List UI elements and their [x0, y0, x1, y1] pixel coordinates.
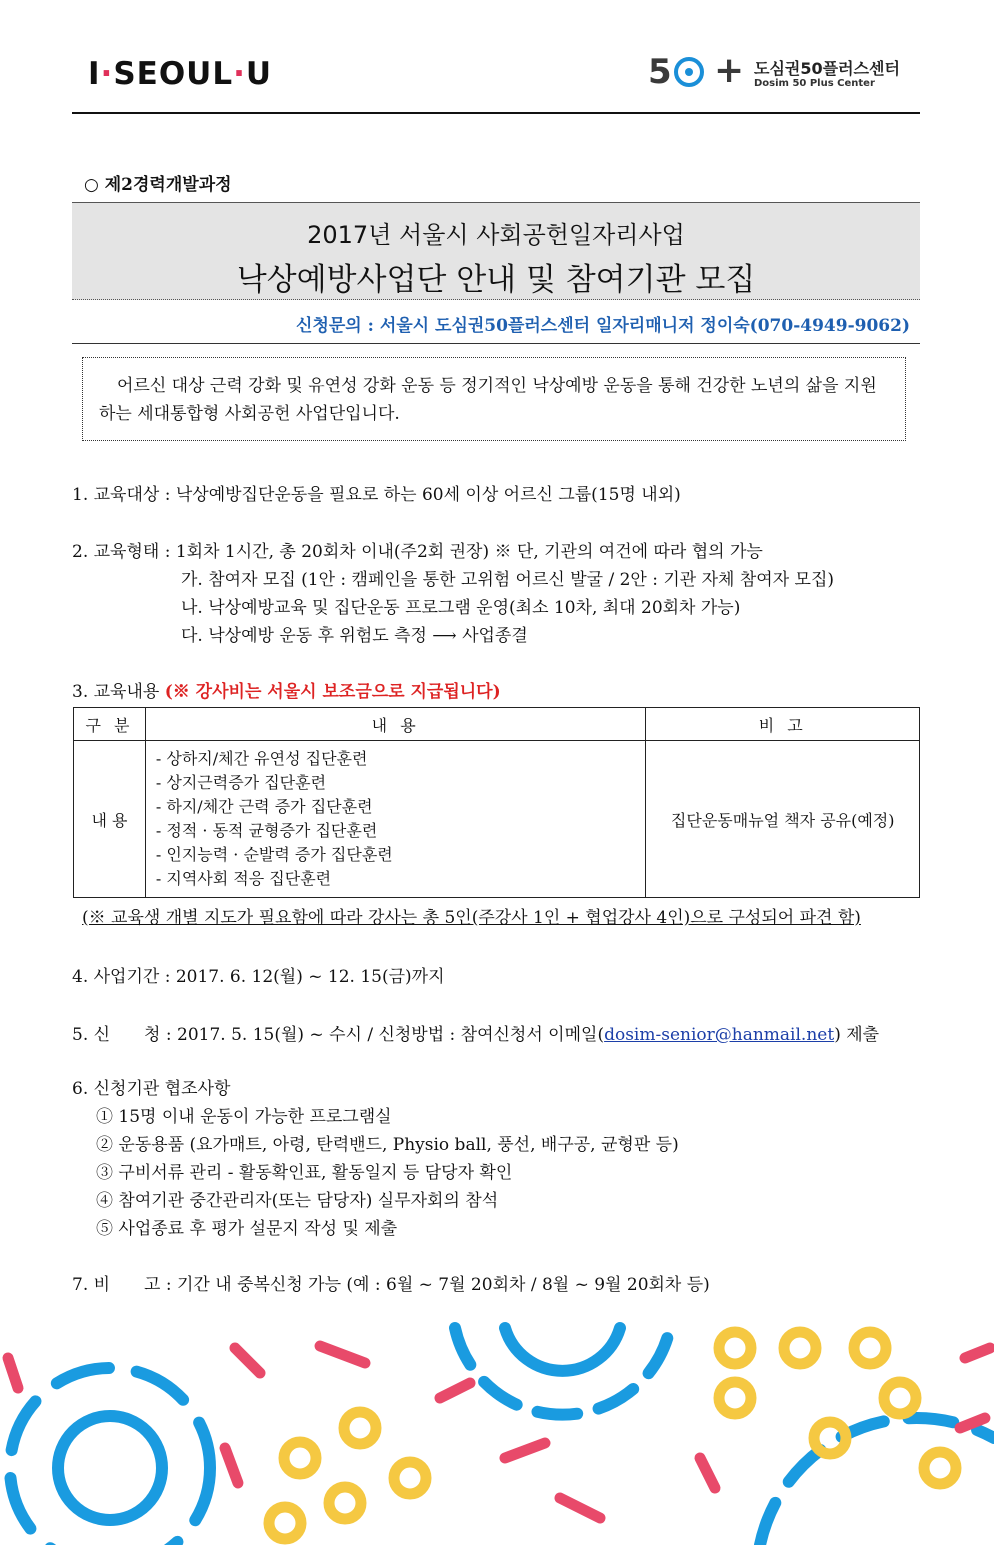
list-item: - 하지/체간 근력 증가 집단훈련 — [155, 797, 373, 816]
list-item: - 상지근력증가 집단훈련 — [155, 773, 327, 792]
inquiry-divider — [72, 343, 920, 344]
table-header-content: 내 용 — [145, 708, 646, 741]
header-divider — [72, 112, 920, 114]
logo-part-seoul: SEOUL — [113, 56, 234, 92]
list-item: ② 운동용품 (요가매트, 아령, 탄력밴드, Physio ball, 풍선, 배구공, 균형판 등) — [96, 1135, 679, 1155]
section-4-period: 4. 사업기간 : 2017. 6. 12(월) ~ 12. 15(금)까지 — [72, 967, 445, 987]
deco-dot — [814, 1422, 846, 1454]
table-row-label: 내 용 — [74, 741, 146, 898]
section-5-application — [72, 1020, 879, 1045]
logo-dot: · — [100, 56, 114, 92]
section-3-head: 3. 교육내용 — [72, 682, 160, 702]
instructor-note: (※ 교육생 개별 지도가 필요함에 따라 강사는 총 5인(주강사 1인 + 협업강사 4인)으로 구성되어 파견 함) — [82, 908, 861, 928]
deco-dot — [854, 1332, 886, 1364]
deco-dash — [8, 1358, 18, 1388]
logo-ring-icon — [674, 57, 704, 87]
section-3-content — [72, 677, 501, 702]
table-header-category: 구 분 — [74, 708, 146, 741]
logo-dot: · — [233, 56, 246, 92]
table-row — [74, 741, 920, 898]
deco-dot — [924, 1452, 956, 1484]
email-link[interactable]: dosim-senior@hanmail.net — [604, 1025, 835, 1045]
dosim-center-logo — [648, 52, 908, 96]
title-line1: 2017년 서울시 사회공헌일자리사업 — [307, 221, 685, 249]
deco-dot — [884, 1382, 916, 1414]
table-remark: 집단운동매뉴얼 책자 공유(예정) — [646, 741, 920, 898]
list-item: ⑤ 사업종료 후 평가 설문지 작성 및 제출 — [96, 1219, 398, 1239]
deco-dot — [719, 1382, 751, 1414]
intro-box — [82, 357, 906, 441]
deco-dot — [344, 1412, 376, 1444]
deco-dash — [235, 1348, 260, 1373]
decorative-pattern — [0, 1318, 994, 1545]
section-2-item-b: 나. 낙상예방교육 및 집단운동 프로그램 운영(최소 10차, 최대 20회차 가능) — [181, 598, 741, 618]
deco-dash — [560, 1498, 600, 1518]
deco-dash — [700, 1458, 715, 1488]
deco-dot — [394, 1462, 426, 1494]
section-3-highlight: (※ 강사비는 서울시 보조금으로 지급됩니다) — [164, 682, 501, 702]
deco-dot — [719, 1332, 751, 1364]
logo-part-i: I — [88, 56, 101, 92]
section-2-item-a: 가. 참여자 모집 (1안 : 캠페인을 통한 고위험 어르신 발굴 / 2안 : 기관 자체 참여자 모집) — [181, 570, 835, 590]
deco-dash — [965, 1348, 990, 1358]
deco-arc — [505, 1328, 620, 1371]
deco-ring-inner — [58, 1416, 162, 1520]
deco-dot — [329, 1487, 361, 1519]
center-name-en: Dosim 50 Plus Center — [754, 78, 875, 89]
intro-text: 어르신 대상 근력 강화 및 유연성 강화 운동 등 정기적인 낙상예방 운동을 통해 건강한 노년의 삶을 지원하는 세대통합형 사회공헌 사업단입니다. — [99, 376, 877, 424]
deco-dot — [284, 1442, 316, 1474]
deco-dash — [225, 1448, 238, 1483]
list-item: - 지역사회 적응 집단훈련 — [155, 869, 332, 888]
section-1-target: 1. 교육대상 : 낙상예방집단운동을 필요로 하는 60세 이상 어르신 그룹(15명 내외) — [72, 485, 681, 505]
title-box — [72, 202, 920, 300]
education-table — [73, 707, 920, 898]
deco-dash — [320, 1346, 365, 1363]
deco-dash — [440, 1383, 470, 1398]
list-item: ③ 구비서류 관리 - 활동확인표, 활동일지 등 담당자 확인 — [96, 1163, 513, 1183]
list-item: - 정적 · 동적 균형증가 집단훈련 — [155, 821, 378, 840]
deco-dash — [505, 1443, 545, 1458]
training-list — [145, 741, 646, 898]
list-item: ① 15명 이내 운동이 가능한 프로그램실 — [96, 1107, 392, 1127]
section-7-remarks: 7. 비 고 : 기간 내 중복신청 가능 (예 : 6월 ~ 7월 20회차 / 8월 ~ 9월 20회차 등) — [72, 1275, 710, 1295]
logo-part-u: U — [245, 56, 273, 92]
list-item: - 인지능력 · 순발력 증가 집단훈련 — [155, 845, 393, 864]
course-label: ○ 제2경력개발과정 — [84, 175, 232, 195]
deco-dot — [784, 1332, 816, 1364]
center-name-ko: 도심권50플러스센터 — [754, 59, 900, 78]
list-item: - 상하지/체간 유연성 집단훈련 — [155, 749, 368, 768]
section-2-format: 2. 교육형태 : 1회차 1시간, 총 20회차 이내(주2회 권장) ※ 단, 기관의 여건에 따라 협의 가능 — [72, 542, 763, 562]
list-item: ④ 참여기관 중간관리자(또는 담당자) 실무자회의 참석 — [96, 1191, 499, 1211]
section-6-cooperation: 6. 신청기관 협조사항 — [72, 1079, 231, 1099]
logo-number: 5 — [648, 52, 672, 92]
logo-plus: + — [714, 50, 745, 91]
inquiry-contact: 신청문의 : 서울시 도심권50플러스센터 일자리매니저 정이숙(070-4949-9062) — [296, 316, 910, 336]
deco-arc-bottom — [760, 1418, 994, 1545]
section-2-item-c: 다. 낙상예방 운동 후 위험도 측정 ⟶ 사업종결 — [181, 626, 528, 646]
table-header-remark: 비 고 — [646, 708, 920, 741]
application-text: 5. 신 청 : 2017. 5. 15(월) ~ 수시 / 신청방법 : 참여신청서 이메일( — [72, 1025, 605, 1045]
title-line2: 낙상예방사업단 안내 및 참여기관 모집 — [236, 262, 756, 298]
deco-dot — [269, 1507, 301, 1539]
application-text-end: ) 제출 — [834, 1025, 880, 1045]
seoul-logo — [88, 56, 272, 92]
